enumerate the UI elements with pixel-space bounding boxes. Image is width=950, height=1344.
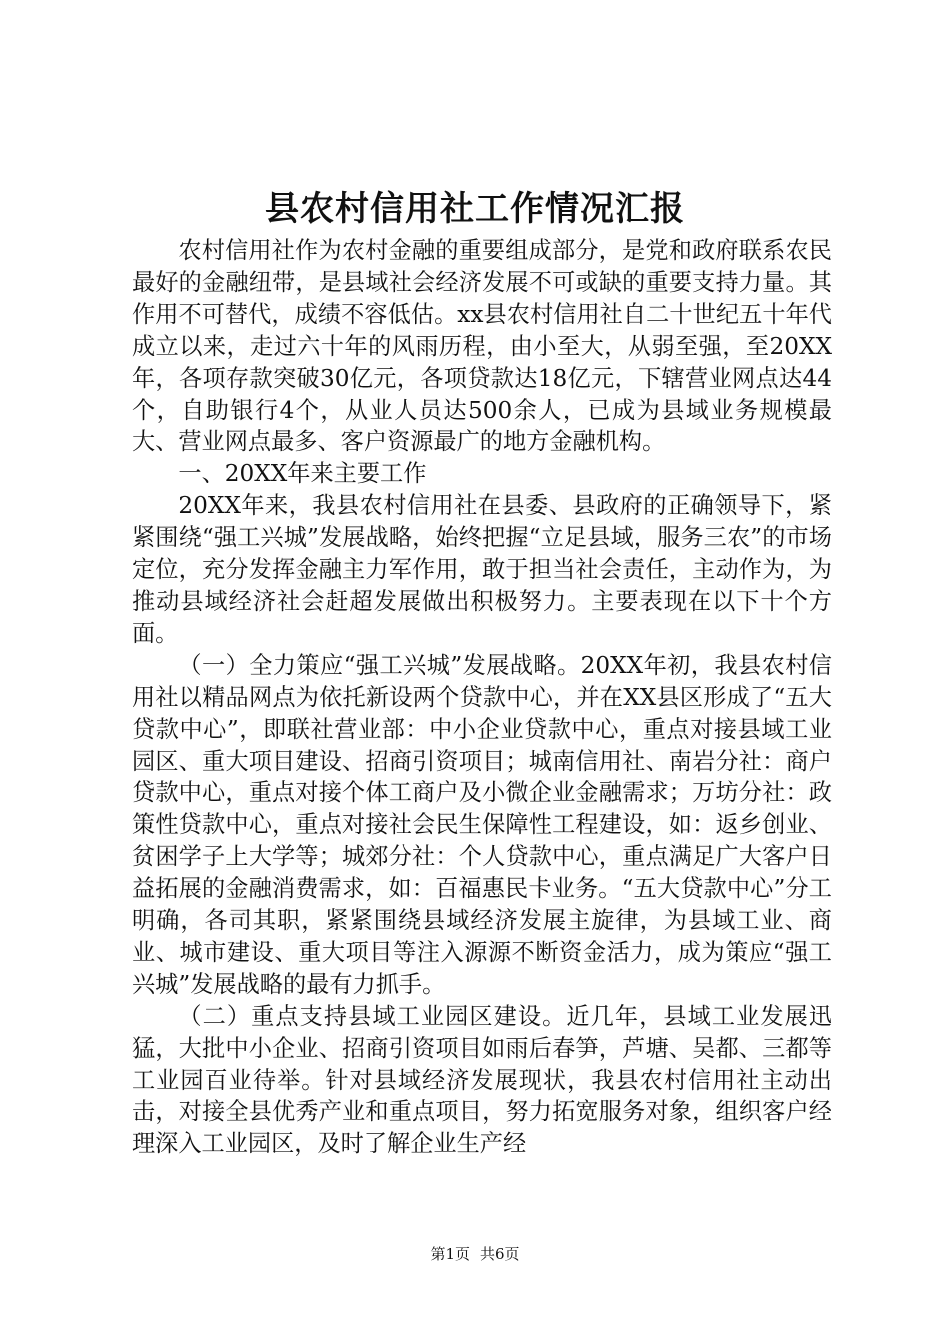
page-number: 第1页 (430, 1245, 470, 1263)
paragraph-overview: 20XX年来，我县农村信用社在县委、县政府的正确领导下，紧紧围绕“强工兴城”发展战略，始终把握“立足县域，服务三农”的市场定位，充分发挥金融主力军作用，敢于担当社会责任，主动作为，为推动县域经济社会赶超发展做出积极努力。主要表现在以下十个方面。 (132, 492, 832, 647)
paragraph-item-1: （一）全力策应“强工兴城”发展战略。20XX年初，我县农村信用社以精品网点为依托新设两个贷款中心，并在XX县区形成了“五大贷款中心”，即联社营业部：中小企业贷款中心，重点对接县域工业园区、重大项目建设、招商引资项目；城南信用社、南岩分社：商户贷款中心，重点对接个体工商户及小微企业金融需求；万坊分社：政策性贷款中心，重点对接社会民生保障性工程建设，如：返乡创业、贫困学子上大学等；城郊分社：个人贷款中心，重点满足广大客户日益拓展的金融消费需求，如：百福惠民卡业务。“五大贷款中心”分工明确，各司其职，紧紧围绕县域经济发展主旋律，为县域工业、商业、城市建设、重大项目等注入源源不断资金活力，成为策应“强工兴城”发展战略的最有力抓手。 (132, 651, 832, 998)
paragraph-intro: 农村信用社作为农村金融的重要组成部分，是党和政府联系农民最好的金融纽带，是县域社会经济发展不可或缺的重要支持力量。其作用不可替代，成绩不容低估。xx县农村信用社自二十世纪五十年代成立以来，走过六十年的风雨历程，由小至大，从弱至强，至20XX年，各项存款突破30亿元，各项贷款达18亿元，下辖营业网点达44个，自助银行4个，从业人员达500余人，已成为县域业务规模最大、营业网点最多、客户资源最广的地方金融机构。 (132, 237, 832, 456)
page-total: 共6页 (480, 1245, 520, 1263)
paragraph-item-2: （二）重点支持县域工业园区建设。近几年，县域工业发展迅猛，大批中小企业、招商引资项目如雨后春笋，芦塘、吴都、三都等工业园百业待举。针对县域经济发展现状，我县农村信用社主动出击，对接全县优秀产业和重点项目，努力拓宽服务对象，组织客户经理深入工业园区，及时了解企业生产经 (132, 1002, 832, 1158)
page-footer (0, 1244, 950, 1264)
section-heading-1: 一、20XX年来主要工作 (178, 460, 427, 488)
document-title: 县农村信用社工作情况汇报 (265, 189, 685, 229)
document-body (132, 235, 832, 1160)
